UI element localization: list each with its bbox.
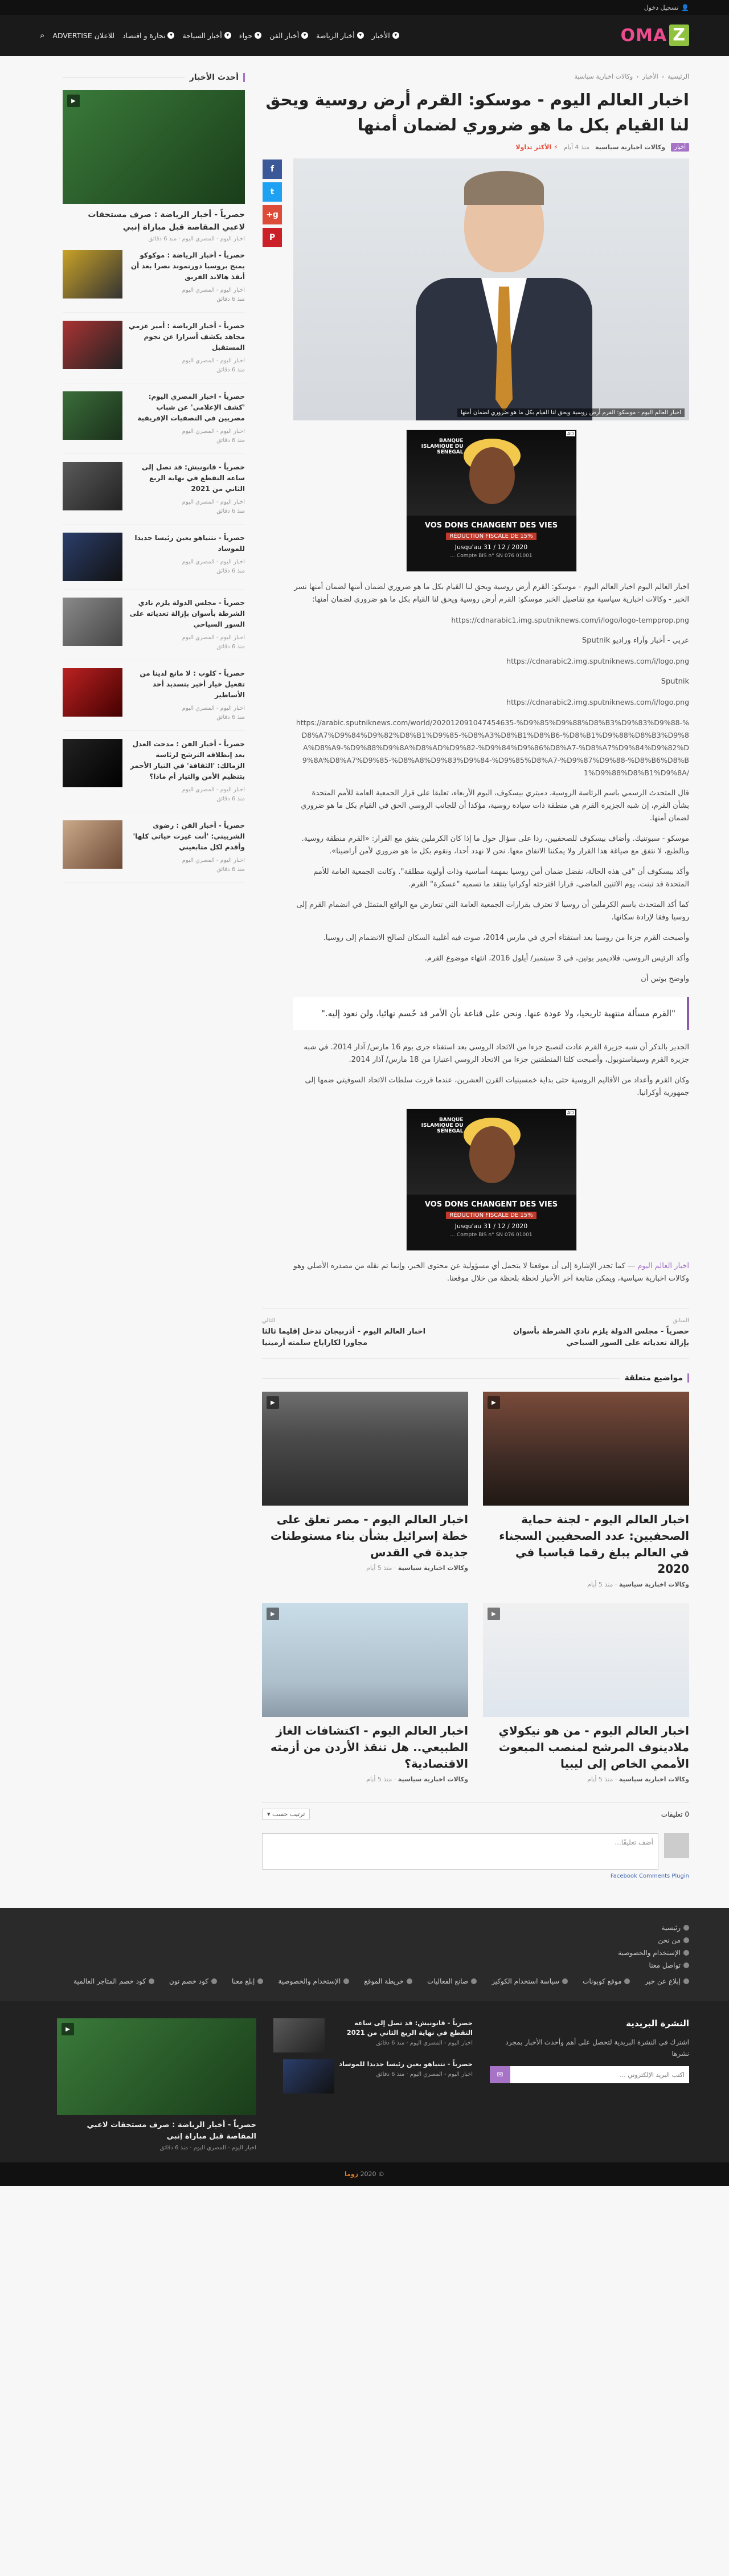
sidebar-feature-image <box>63 90 245 204</box>
post-author[interactable]: وكالات اخبارية سياسية <box>595 144 666 151</box>
comments-count: 0 تعليقات <box>661 1810 689 1818</box>
share-bar <box>263 158 282 1293</box>
logo-text: OMA <box>620 25 667 46</box>
facebook-icon[interactable]: f <box>263 160 282 179</box>
copyright-brand[interactable]: زوما <box>344 2170 359 2178</box>
article-url: https://cdnarabic2.img.sputniknews.com/i/logo.png <box>506 657 689 665</box>
ad-account: Compte BIS n° SN 076 01001 ... <box>450 1232 533 1238</box>
chevron-down-icon: ▾ <box>301 32 308 39</box>
ad-banner-2[interactable] <box>406 1109 577 1251</box>
chevron-down-icon: ▾ <box>255 32 261 39</box>
ad-date: Jusqu'au 31 / 12 / 2020 <box>454 543 528 551</box>
related-card[interactable]: ▶ اخبار العالم اليوم - من هو نيكولاي ملادينوف المرشح لمنصب المبعوث الأممي الخاص إلى ليبيا وكالات اخبارية سياسية · منذ 5 أيام <box>483 1603 689 1783</box>
footer-list <box>273 2018 473 2151</box>
related-image <box>262 1603 468 1717</box>
article-text-end <box>293 1260 689 1285</box>
nav-item-art[interactable]: ▾ أخبار الفن <box>269 31 308 40</box>
footer-links <box>0 1908 729 2001</box>
sidebar-list-item[interactable]: حصرياً - قانونيش: قد تصل إلى ساعة التقطع في نهاية الربع الثاني من 2021 اخبار اليوم - المصري اليوم منذ 6 دقائق <box>63 454 245 525</box>
footer-link[interactable]: كود خصم المتاجر العالمية <box>73 1977 154 1985</box>
related-image <box>483 1603 689 1717</box>
nav-item-sports[interactable]: ▾ أخبار الرياضة <box>316 31 364 40</box>
ad-headline: VOS DONS CHANGENT DES VIES <box>424 1200 558 1209</box>
thumbnail <box>283 2059 334 2093</box>
article-paragraph: Sputnik <box>661 677 689 686</box>
video-icon: ▶ <box>488 1396 500 1409</box>
nav-item-economy[interactable]: ▾ تجارة و اقتصاد <box>122 31 174 40</box>
newsletter-form <box>490 2066 689 2083</box>
category-badge[interactable]: أخبار <box>671 143 689 152</box>
article-paragraph: كما أكد المتحدث باسم الكرملين أن روسيا لا تعترف بقرارات الجمعية العامة التي تتعارض مع الواقع المتمثل في انضمام القرم إلى روسيا وفقا لإرادة سكانها. <box>296 901 689 922</box>
thumbnail <box>63 462 122 510</box>
newsletter-title: النشرة البريدية <box>626 2018 689 2029</box>
article-text <box>293 581 689 1099</box>
video-icon: ▶ <box>267 1608 279 1620</box>
twitter-icon[interactable]: t <box>263 182 282 202</box>
footer-link[interactable]: سياسة استخدام الكوكيز <box>492 1977 568 1985</box>
thumbnail <box>63 598 122 646</box>
related-card[interactable]: ▶ اخبار العالم اليوم - اكتشافات الغاز الطبيعي.. هل تنقذ الأردن من أزمته الاقتصادية؟ وكالات اخبارية سياسية · منذ 5 أيام <box>262 1603 468 1783</box>
chevron-down-icon: ▾ <box>167 32 174 39</box>
ad-date: Jusqu'au 31 / 12 / 2020 <box>454 1222 528 1230</box>
sidebar <box>63 73 245 1879</box>
breadcrumb-agency[interactable]: وكالات اخبارية سياسية <box>574 73 633 80</box>
footer-link[interactable]: موقع كوبونات <box>583 1977 630 1985</box>
thumbnail <box>273 2018 325 2052</box>
footer-link[interactable]: الإستخدام والخصوصية <box>278 1977 349 1985</box>
nav-item-advertise[interactable]: للاعلان ADVERTISE <box>52 31 115 40</box>
article-paragraph: موسكو - سبوتنيك. وأضاف بيسكوف للصحفيين، ردا على سؤال حول ما إذا كان الكرملين يتفق مع القرار: «القرم منطقة روسية. وبالطبع، لا نتفق مع صياغة هذا القرار ولا يمكننا الاتفاق معها. نحن لا نهدد أحدا، ونقوم بكل ما هو ضروري لأمن أراضينا». <box>301 835 689 856</box>
chevron-down-icon: ▾ <box>357 32 364 39</box>
footer-link[interactable]: إبلغ معنا <box>232 1977 263 1985</box>
ad-label: AD <box>567 431 574 436</box>
footer-link[interactable]: من نحن <box>40 1936 689 1944</box>
footer-link[interactable]: خريطة الموقع <box>364 1977 412 1985</box>
ad-label: AD <box>567 1110 574 1115</box>
sidebar-list-item[interactable]: حصرياً - كلوب : لا مانع لدينا من تفعيل خيار أخير بتسديد أحد الأساطير اخبار اليوم - المصري اليوم منذ 6 دقائق <box>63 660 245 731</box>
video-icon: ▶ <box>267 1396 279 1409</box>
nav-item-tourism[interactable]: ▾ أخبار السياحة <box>182 31 231 40</box>
article-url: https://cdnarabic1.img.sputniknews.com/i/logo/logo-tempprop.png <box>451 616 689 624</box>
article-url: https://cdnarabic2.img.sputniknews.com/i/logo.png <box>506 698 689 706</box>
footer-link[interactable]: رئيسية <box>40 1924 689 1932</box>
breadcrumb-home[interactable]: الرئيسية <box>667 73 689 80</box>
hero-image <box>293 158 689 420</box>
footer-list-item[interactable]: حصرياً - قانونيش: قد تصل إلى ساعة التقطع في نهاية الربع الثاني من 2021 اخبار اليوم - المصري اليوم · منذ 6 دقائق <box>273 2018 473 2052</box>
main-nav <box>40 30 399 40</box>
sidebar-list-item[interactable]: حصرياً - اخبار المصري اليوم: 'كشف الإعلامي' عن شباب مصريين في التصفيات الإفريقية اخبار اليوم - المصري اليوم منذ 6 دقائق <box>63 383 245 454</box>
related-card[interactable]: ▶ اخبار العالم اليوم - لجنة حماية الصحفيين: عدد الصحفيين السجناء في العالم يبلغ رقما قياسيا في 2020 وكالات اخبارية سياسية · منذ 5 أيام <box>483 1392 689 1588</box>
thumbnail <box>63 739 122 787</box>
sidebar-list-item[interactable]: حصرياً - أخبار الرياضة : موكوكو يمنح بروسيا دورتموند نصرا بعد أن أنقذ هالاند الفريق اخبار اليوم - المصري اليوم منذ 6 دقائق <box>63 242 245 313</box>
logo-mark: Z <box>669 24 689 46</box>
article-link[interactable]: اخبار العالم اليوم <box>637 1262 689 1270</box>
sidebar-list-item[interactable]: حصرياً - أخبار الفن : رضوى الشربيني: 'أنت غيرت حياتي كلها' وأقدم لكل متابعيني اخبار اليوم - المصري اليوم منذ 6 دقائق <box>63 812 245 883</box>
ad-account: Compte BIS n° SN 076 01001 ... <box>450 553 533 559</box>
footer-main <box>0 2001 729 2162</box>
thumbnail <box>63 321 122 369</box>
post-navigation <box>262 1308 689 1359</box>
article-paragraph: وأكد الرئيس الروسي، فلاديمير بوتين، في 3 سبتمبر/ أيلول 2016، انتهاء موضوع القرم. <box>424 954 689 963</box>
footer-list-item[interactable]: حصرياً - نتنياهو يعين رئيسا جديدا للموساد اخبار اليوم - المصري اليوم · منذ 6 دقائق <box>273 2059 473 2093</box>
site-logo[interactable] <box>621 24 689 46</box>
video-icon: ▶ <box>488 1608 500 1620</box>
article-quote: "القرم مسألة منتهية تاريخيا، ولا عودة عنها. ونحن على قناعة بأن الأمر قد حُسم نهائيا، ولن نعود إليه." <box>293 997 689 1030</box>
comments-header <box>262 1802 689 1825</box>
next-post-link[interactable]: التالي اخبار العالم اليوم - أذربيجان تدخل إقليما ثالثا مجاورا لكاراباخ سلمته أرمينيا <box>262 1318 426 1347</box>
sort-dropdown[interactable]: ترتيب حسب ▾ <box>262 1809 310 1819</box>
thumbnail <box>63 820 122 869</box>
related-posts <box>262 1392 689 1783</box>
comment-input[interactable]: أضف تعليقًا... <box>262 1833 658 1870</box>
sidebar-list-item[interactable]: حصرياً - أخبار الفن : مدحت العدل بعد إنطلاقه الترشح لرئاسة الزمالك: 'الثقافة' في التيار الأحمر بتنظيم الأمن والتيار أم ماذا؟ اخبار اليوم - المصري اليوم منذ 6 دقائق <box>63 731 245 812</box>
related-card[interactable]: ▶ اخبار العالم اليوم - مصر تعلق على خطة إسرائيل بشأن بناء مستوطنات جديدة في القدس وكالات اخبارية سياسية · منذ 5 أيام <box>262 1392 468 1588</box>
breadcrumb-news[interactable]: الأخبار <box>642 73 658 80</box>
top-bar <box>0 0 729 15</box>
ad-banner[interactable] <box>406 430 577 572</box>
thumbnail <box>63 668 122 717</box>
google-plus-icon[interactable]: g+ <box>263 205 282 224</box>
ad-brand: BANQUE ISLAMIQUE DU SENEGAL <box>421 1117 464 1134</box>
related-title: مواضيع متعلقة <box>625 1373 690 1383</box>
post-date: منذ 4 أيام <box>563 144 589 151</box>
footer-link[interactable]: صانع الفعاليات <box>427 1977 477 1985</box>
article-content <box>262 73 689 1879</box>
sidebar-feature[interactable]: ▶ حصرياً - أخبار الرياضة : صرف مستحقات لاعبي المقاصة قبل مباراة إنبي اخبار اليوم - المصري اليوم · منذ 6 دقائق <box>63 90 245 242</box>
avatar <box>664 1833 689 1858</box>
thumbnail <box>63 250 122 299</box>
thumbnail <box>63 391 122 440</box>
footer-newsletter <box>490 2018 689 2151</box>
related-image <box>483 1392 689 1506</box>
ad-subline: RÉDUCTION FISCALE DE 15% <box>446 533 536 540</box>
related-header <box>262 1373 689 1383</box>
chevron-down-icon: ▾ <box>392 32 399 39</box>
video-icon: ▶ <box>62 2023 74 2035</box>
email-field[interactable] <box>510 2066 689 2083</box>
chevron-left-icon: ‹ <box>636 73 639 80</box>
hero-caption: اخبار العالم اليوم - موسكو: القرم أرض روسية ويحق لنا القيام بكل ما هو ضروري لضمان أمنها <box>457 408 685 417</box>
search-icon[interactable]: ⌕ <box>40 30 45 40</box>
login-label: تسجيل دخول <box>644 3 679 11</box>
trend-badge: ⚡ الأكثر تداولا <box>515 144 558 151</box>
ad-brand: BANQUE ISLAMIQUE DU SENEGAL <box>421 438 464 455</box>
footer-feature[interactable]: ▶ حصرياً - أخبار الرياضة : صرف مستحقات لاعبي المقاصة قبل مباراة إنبي اخبار اليوم - المصري اليوم · منذ 6 دقائق <box>57 2018 256 2151</box>
video-icon: ▶ <box>67 95 80 107</box>
article-paragraph: عربي - أخبار وآراء وراديو Sputnik <box>582 636 689 645</box>
nav-item-eve[interactable]: ▾ حواء <box>239 31 262 40</box>
article-paragraph: وكان القرم وأعداد من الأقاليم الروسية حتى بداية خمسينيات القرن العشرين، عندما قررت سلطات الاتحاد السوفيتي ضمها إلى جمهورية أوكرانيا. <box>305 1076 689 1097</box>
footer-feature-image <box>57 2018 256 2115</box>
chevron-left-icon: ‹ <box>661 73 665 80</box>
article-paragraph: قال المتحدث الرسمي باسم الرئاسة الروسية، دميتري بيسكوف، اليوم الأربعاء، تعليقا على قرار الجمعية العامة للأمم المتحدة بشأن القرم، إن شبه الجزيرة القرم هي منطقة ذات سيادة روسية، مؤكدا أن للجانب الروسي الحق في القيام بكل ما هو ضروري لضمان أمنها. <box>301 789 689 823</box>
article-paragraph: اخبار العالم اليوم — كما تجدر الإشارة إلى أن موقعنا لا يتحمل أي مسؤولية عن محتوى الخبر، وإنما تم نقله من مصدره الأصلي وهو وكالات اخبارية سياسية، ويمكن متابعة آخر الأخبار لحظة بلحظة من خلال موقعنا. <box>293 1262 689 1283</box>
comment-box <box>262 1833 689 1870</box>
newsletter-text: اشترك في النشرة البريدية لتحصل على أهم وأحدث الأخبار بمجرد نشرها <box>505 2038 689 2058</box>
pinterest-icon[interactable]: P <box>263 228 282 247</box>
prev-post-link[interactable]: السابق حصرياً - مجلس الدولة يلزم نادي الشرطة بأسوان بإزالة تعدياته على السور السياحي <box>513 1318 689 1347</box>
breadcrumb <box>262 73 689 80</box>
article-paragraph: واوضح بوتين أن <box>641 975 689 983</box>
article-paragraph: اخبار العالم اليوم اخبار العالم اليوم - موسكو: القرم أرض روسية ويحق لنا القيام بكل ما هو ضروري لضمان أمنها لضمان أمنها نسر الخبر - وكالات اخبارية سياسية مع تفاصيل الخبر موسكو: القرم أرض روسية ويحق لنا القيام بكل ما هو ضروري لضمان أمنها: <box>294 583 689 604</box>
sidebar-list-item[interactable]: حصرياً - مجلس الدولة يلزم نادي الشرطة بأسوان بإزالة تعدياته على السور السياحي اخبار اليوم - المصري اليوم منذ 6 دقائق <box>63 590 245 660</box>
page-title: اخبار العالم اليوم - موسكو: القرم أرض روسية ويحق لنا القيام بكل ما هو ضروري لضمان أمنها <box>265 90 689 134</box>
article-paragraph: وأصبحت القرم جزءا من روسيا بعد استفتاء أجري في مارس 2014، صوت فيه أغلبية السكان لصالح الانضمام إلى روسيا. <box>323 934 689 942</box>
thumbnail <box>63 533 122 581</box>
related-image <box>262 1392 468 1506</box>
site-header <box>0 15 729 56</box>
sidebar-list-item[interactable]: حصرياً - نتنياهو يعين رئيسا جديدا للموساد اخبار اليوم - المصري اليوم منذ 6 دقائق <box>63 525 245 590</box>
sidebar-header <box>63 73 245 82</box>
article-paragraph: الجدير بالذكر أن شبه جزيرة القرم عادت لتصبح جزءا من الاتحاد الروسي بعد استفتاء جرى يوم 16 مارس/ آذار 2014. في شبه جزيرة القرم وسيفاستوبول، وأصبحت كلتا المنطقتين جزءا من الاتحاد الروسي اعتبارا من 18 مارس/ آذار 2014. <box>304 1043 689 1064</box>
sidebar-title: أحدث الأخبار <box>190 73 245 82</box>
ad-headline: VOS DONS CHANGENT DES VIES <box>424 521 558 530</box>
footer-link[interactable]: الإستخدام والخصوصية <box>40 1949 689 1957</box>
sidebar-list-item[interactable]: حصرياً - أخبار الرياضة : أمير عزمي مجاهد يكشف أسرارا عن نجوم المستقبل اخبار اليوم - المصري اليوم منذ 6 دقائق <box>63 313 245 383</box>
ad-subline: RÉDUCTION FISCALE DE 15% <box>446 1212 536 1219</box>
copyright: © 2020 زوما <box>0 2162 729 2186</box>
chevron-down-icon: ▾ <box>224 32 231 39</box>
login-link[interactable] <box>644 4 689 11</box>
nav-item-news[interactable]: ▾ الأخبار <box>372 31 399 40</box>
article-url: https://arabic.sputniknews.com/world/202012091047454635-%D9%85%D9%88%D8%B3%D9%83%D9%88-%D8%A7%D9%84%D9%82%D8%B1%D9%85-%D8%A3%D8%B1%D8%B6-%D8%B1%D9%88%D8%B3%D9%8A%D8%A9-%D9%88%D9%8A%D8%AD%D9%82-%D9%84%D9%86%D8%A7-%D8%A7%D9%84%D9%82%D9%8A%D8%A7%D9%85-%D8%A8%D9%83%D9%84-%D9%85%D8%A7-%D9%87%D9%88-%D8%B6%D8%B1%D9%88%D8%B1%D9%8A/ <box>296 718 689 777</box>
post-meta <box>262 143 689 152</box>
footer-link[interactable]: إبلاغ عن خبر <box>645 1977 689 1985</box>
send-icon[interactable]: ✉ <box>490 2066 510 2083</box>
article-paragraph: وأكد بيسكوف أن "في هذه الحالة، نفضل ضمان أمن روسيا بمهمة أساسية وذات أولوية مطلقة". وكانت الجمعية العامة للأمم المتحدة قد تبنت، يوم الاثنين الماضي، قرارا اقترحته أوكرانيا ينتقد ما تسميه "عسكرة" القرم. <box>313 868 689 889</box>
facebook-plugin-label[interactable]: Facebook Comments Plugin <box>610 1873 689 1879</box>
footer-link[interactable]: تواصل معنا <box>40 1961 689 1969</box>
user-icon: 👤 <box>681 3 689 11</box>
footer-link[interactable]: كود خصم نون <box>169 1977 217 1985</box>
